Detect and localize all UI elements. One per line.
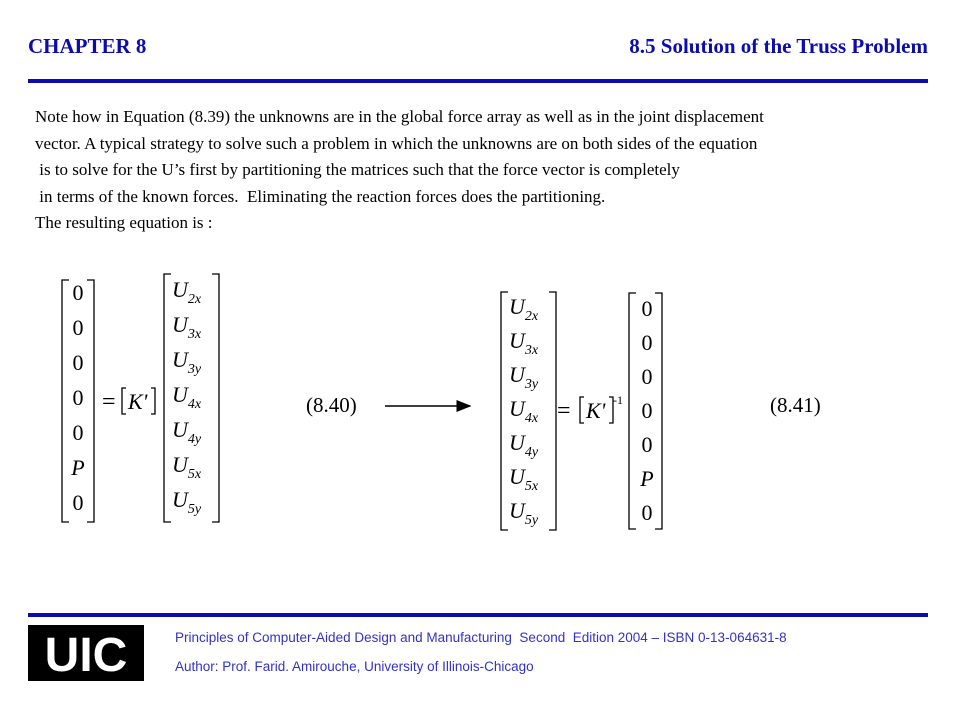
- stiffness-matrix-symbol: K': [586, 398, 606, 423]
- left-bracket: [629, 293, 636, 529]
- displacement-entry: $U_{5y}$: [172, 487, 202, 517]
- force-entry: 0: [641, 432, 653, 457]
- displacement-entry: $U_{5x}$: [172, 452, 202, 482]
- displacement-entry: $U_{4y}$: [172, 417, 202, 447]
- left-bracket: [62, 280, 69, 522]
- left-bracket: [164, 274, 171, 522]
- footer-divider: [28, 613, 928, 617]
- k-right-bracket: [151, 388, 155, 414]
- inverse-exponent: -1: [613, 393, 623, 407]
- equals-sign: =: [557, 398, 571, 424]
- force-entry: 0: [72, 280, 84, 305]
- footer-book-info: Principles of Computer-Aided Design and Manufacturing Second Edition 2004 – ISBN 0-13-064631-8: [175, 630, 787, 645]
- displacement-entry: $U_{2x}$: [509, 294, 539, 324]
- force-entry: 0: [72, 350, 84, 375]
- equation-number-8-41: (8.41): [770, 393, 821, 417]
- displacement-entry: $U_{4x}$: [172, 382, 202, 412]
- body-line: The resulting equation is :: [35, 213, 213, 232]
- left-bracket: [501, 292, 508, 530]
- force-entry: P: [71, 455, 85, 480]
- force-entry: 0: [641, 330, 653, 355]
- force-entry: 0: [641, 364, 653, 389]
- displacement-entry: $U_{3y}$: [172, 347, 202, 377]
- displacement-entry: $U_{3y}$: [509, 362, 539, 392]
- right-bracket: [87, 280, 94, 522]
- displacement-entry: $U_{2x}$: [172, 277, 202, 307]
- displacement-entry: $U_{5y}$: [509, 498, 539, 528]
- displacement-entry: $U_{4y}$: [509, 430, 539, 460]
- force-entry: 0: [72, 490, 84, 515]
- body-line: is to solve for the U’s first by partitioning the matrices such that the force vector is completely: [35, 160, 680, 179]
- footer-author: Author: Prof. Farid. Amirouche, University of Illinois-Chicago: [175, 659, 534, 674]
- displacement-entry: $U_{3x}$: [172, 312, 202, 342]
- equation-number-8-40: (8.40): [306, 393, 357, 417]
- force-entry: P: [640, 466, 654, 491]
- force-entry: 0: [72, 315, 84, 340]
- equation-8-40: [62, 274, 219, 522]
- k-left-bracket: [580, 397, 584, 423]
- displacement-entry: $U_{3x}$: [509, 328, 539, 358]
- equation-8-41: [501, 292, 662, 530]
- equals-sign: =: [102, 389, 116, 415]
- body-line: Note how in Equation (8.39) the unknowns are in the global force array as well as in the joint displacement: [35, 107, 764, 126]
- body-line: vector. A typical strategy to solve such a problem in which the unknowns are on both sides of the equation: [35, 133, 758, 153]
- force-entry: 0: [72, 385, 84, 410]
- section-title: 8.5 Solution of the Truss Problem: [629, 34, 928, 58]
- uic-logo: [28, 625, 144, 681]
- force-entry: 0: [72, 420, 84, 445]
- right-bracket: [655, 293, 662, 529]
- force-entry: 0: [641, 296, 653, 321]
- displacement-entry: $U_{4x}$: [509, 396, 539, 426]
- chapter-title: CHAPTER 8: [28, 34, 147, 58]
- force-entry: 0: [641, 500, 653, 525]
- displacement-entry: $U_{5x}$: [509, 464, 539, 494]
- right-bracket: [212, 274, 219, 522]
- k-left-bracket: [122, 388, 126, 414]
- svg-text:UIC: UIC: [44, 629, 128, 681]
- stiffness-matrix-symbol: K': [128, 389, 148, 414]
- body-line: in terms of the known forces. Eliminating the reaction forces does the partitioning.: [35, 186, 606, 206]
- force-entry: 0: [641, 398, 653, 423]
- right-bracket: [549, 292, 556, 530]
